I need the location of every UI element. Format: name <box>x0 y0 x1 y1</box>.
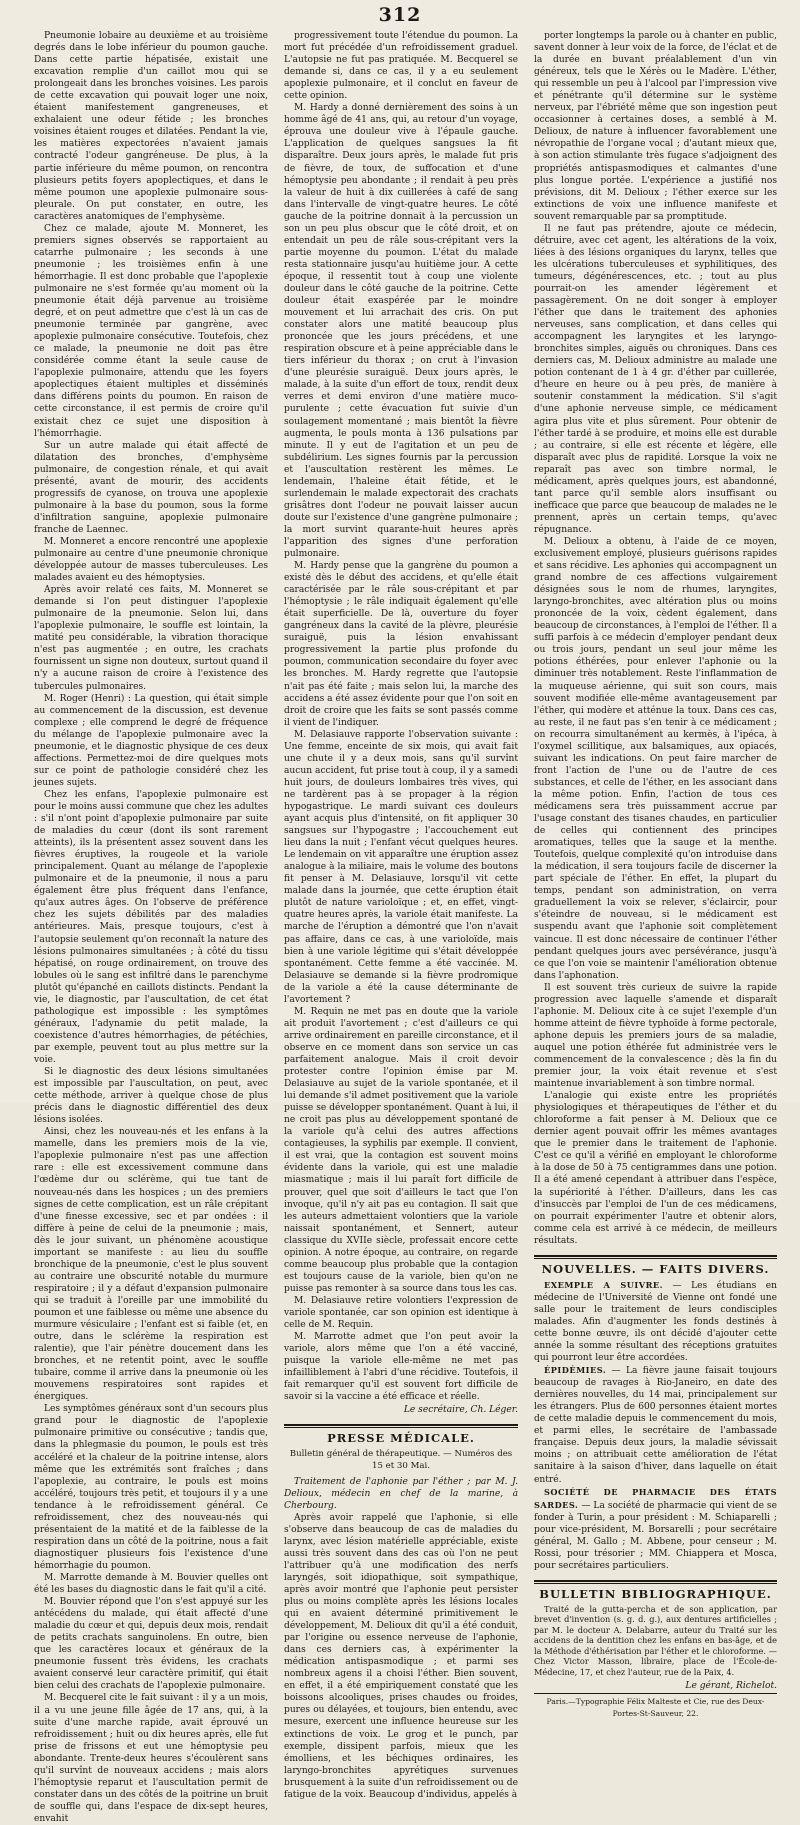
column-right <box>534 30 777 1718</box>
paragraph: M. Bouvier répond que l'on s'est appuyé sur les antécédens du malade, qui était affecté d'une maladie du cœur et qui, depuis deux mois, rendait de petits crachats sanguinolens. En outre, bien que les caractères locaux et généraux de la pneumonie fussent très évidens, les crachats avaient conservé leur caractère primitif, qui était bien celui des crachats de l'apoplexie pulmonaire. <box>34 1597 268 1692</box>
paragraph: M. Marrotte admet que l'on peut avoir la variole, alors même que l'on a été vacciné, puisque la variole elle-même ne met pas infailliblement à l'abri d'une récidive. Toutefois, il fait remarquer qu'il est souvent fort difficile de savoir si la vaccine a été efficace et réelle. <box>284 1332 518 1403</box>
paragraph: M. Delioux a obtenu, à l'aide de ce moyen, exclusivement employé, plusieurs guérisons rapides et sans récidive. Les aphonies qui accompagnent un grand nombre de ces affections vulgairement désignées sous le nom de rhumes, laryngites, laryngo-bronchites, avec altération plus ou moins prononcée de la voix, cèdent également, dans beaucoup de circonstances, à l'emploi de l'éther. Il a suffi parfois à ce médecin d'employer pendant deux ou trois jours, pendant un seul jour même les potions éthérées, pour enlever l'aphonie ou la diminuer très notablement. Reste l'inflammation de la muqueuse aérienne, qui suit son cours, mais souvent modifiée elle-même avantageusement par l'éther, qui modère et atténue la toux. Dans ces cas, au reste, il ne faut pas s'en tenir à ce médicament ; on recourra simultanément au kermès, à l'ipéca, à l'oxymel scillitique, aux balsamiques, aux opiacés, suivant les indications. On peut faire marcher de front l'action de l'une ou de l'autre de ces substances, et celle de l'éther, en les associant dans la même potion. Enfin, l'action de tous ces médicamens sera très puissamment accrue par l'usage constant des tisanes chaudes, en particulier de celles qui contiennent des principes aromatiques, telles que la sauge et la menthe. Toutefois, quelque complexité qu'on introduise dans la médication, il sera toujours facile de discerner la part spéciale de l'éther. En effet, la plupart du temps, pendant son administration, on verra graduellement la voix se relever, s'éclaircir, pour s'éteindre de nouveau, si le médicament est suspendu avant que l'aphonie soit complètement vaincue. Il est donc nécessaire de continuer l'éther pendant quelques jours avec persévérance, jusqu'à ce que l'on voie se maintenir l'amélioration obtenue dans l'aphonation. <box>534 536 777 981</box>
news-item-heading: ÉPIDÉMIES. <box>544 1365 607 1376</box>
paragraph: M. Hardy a donné dernièrement des soins à un homme âgé de 41 ans, qui, au retour d'un voyage, éprouva une douleur vive à l'épaule gauche. L'application de quelques sangsues la fit disparaître. Deux jours après, le malade fut pris de fièvre, de toux, de suffocation et d'une hémoptysie peu abondante ; il rendait à peu près la valeur de huit à dix cuillerées à café de sang dans l'intervalle de vingt-quatre heures. Le côté gauche de la poitrine donnait à la percussion un son un peu plus obscur que le côté droit, et on entendait un peu de râle sous-crépitant vers la partie moyenne du poumon. L'état du malade resta stationnaire jusqu'au huitième jour. A cette époque, il ressentit tout à coup une violente douleur dans le côté gauche de la poitrine. Cette douleur était exaspérée par le moindre mouvement et lui arrachait des cris. On put constater alors une matité beaucoup plus prononcée que les jours précédens, et une respiration obscure et à peine appréciable dans le tiers inférieur du thorax ; on crut à l'invasion d'une pleurésie suraiguë. Deux jours après, le malade, à la suite d'un effort de toux, rendit deux verres et demi environ d'une matière muco-purulente ; cette évacuation fut suivie d'un soulagement momentané ; mais bientôt la fièvre augmenta, le pouls monta à 136 pulsations par minute. Il y eut de l'agitation et un peu de subdélirium. Les signes fournis par la percussion et l'auscultation restèrent les mêmes. Le lendemain, l'haleine était fétide, et le surlendemain le malade expectorait des crachats grisâtres dont l'odeur ne pouvait laisser aucun doute sur l'existence d'une gangrène pulmonaire ; la mort survint quarante-huit heures après l'apparition des signes d'une perforation pulmonaire. <box>284 103 518 560</box>
column-middle <box>284 30 518 1800</box>
bulletin-title: BULLETIN BIBLIOGRAPHIQUE. <box>539 1586 772 1601</box>
paragraph: Il est souvent très curieux de suivre la rapide progression avec laquelle s'amende et disparaît l'aphonie. M. Delioux cite à ce sujet l'exemple d'un homme atteint de fièvre typhoïde à forme pectorale, aphone depuis les premiers jours de sa maladie, auquel une potion éthérée fut administrée vers le commencement de la convalescence ; dès la fin du premier jour, la voix était revenue et s'est maintenue invariablement à son timbre normal. <box>534 982 777 1090</box>
news-item-text: — La fièvre jaune faisait toujours beaucoup de ravages à Rio-Janeiro, en date des dernières nouvelles, du 14 mai, principalement sur les étrangers. Plus de 600 personnes étaient mortes de cette maladie depuis le commencement du mois, et parmi elles, le secrétaire de l'ambassade française. Depuis deux jours, la maladie sévissait moins ; on attribuait cette amélioration de l'état sanitaire à la saison d'hiver, dans laquelle on était entré. <box>534 1366 777 1485</box>
paragraph: M. Delasiauve rapporte l'observation suivante : Une femme, enceinte de six mois, qui avait fait une chute il y a deux mois, sans qu'il survînt aucun accident, fut prise tout à coup, il y a samedi huit jours, de douleurs lombaires très vives, qui ne tardèrent pas à se propager à la région hypogastrique. Le mardi suivant ces douleurs ayant acquis plus d'intensité, on fit appliquer 30 sangsues sur l'hypogastre ; l'accouchement eut lieu dans la nuit ; l'enfant vécut quelques heures. Le lendemain on vit apparaître une éruption assez analogue à la miliaire, mais le volume des boutons fit penser à M. Delasiauve, lorsqu'il vit cette malade dans la journée, que cette éruption était plutôt de nature varioloïque ; et, en effet, vingt-quatre heures après, la variole était manifeste. La marche de l'éruption a démontré que l'on n'avait pas affaire, dans ce cas, à une varioloïde, mais bien à une variole légitime qui s'était développée spontanément. Cette femme a été vaccinée. M. Delasiauve se demande si la fièvre prodromique de la variole a été la cause déterminante de l'avortement ? <box>284 729 518 1005</box>
paragraph: Chez les enfans, l'apoplexie pulmonaire est pour le moins aussi commune que chez les adultes : s'il n'ont point d'apoplexie pulmonaire par suite de maladies du cœur (dont ils sont rarement atteints), ils la présentent assez souvent dans les fièvres éruptives, la rougeole et la variole principalement. Quant au mélange de l'apoplexie pulmonaire et de la pneumonie, il nous a paru également être plus fréquent dans l'enfance, qu'aux autres âges. On l'observe de préférence chez les sujets débilités par des maladies antérieures. Mais, presque toujours, c'est à l'autopsie seulement qu'on reconnaît la nature des lésions pulmonaires simultanées ; à côté du tissu hépatisé, on rouge ordinairement, on trouve des lobules où le sang est infiltré dans le parenchyme plutôt qu'épanché en caillots distincts. Pendant la vie, le diagnostic, par l'auscultation, de cet état pathologique est impossible : les symptômes généraux, l'adynamie du petit malade, la coexistence d'autres hémorrhagies, de pétéchies, par exemple, peuvent tout au plus mettre sur la voie. <box>34 789 268 1065</box>
paragraph: M. Marrotte demande à M. Bouvier quelles ont été les bases du diagnostic dans le fait qu'il a cité. <box>34 1573 268 1596</box>
section-rule <box>534 1255 777 1259</box>
presse-subtitle: Bulletin général de thérapeutique. — Numéros des 15 et 30 Mai. <box>289 1449 513 1472</box>
paragraph: M. Becquerel cite le fait suivant : il y a un mois, il a vu une jeune fille âgée de 17 ans, qui, à la suite d'une marche rapide, avait éprouvé un refroidissement ; huit ou dix heures après, elle fut prise de frissons et eut une hémoptysie peu abondante. Trente-deux heures s'écoulèrent sans qu'il survînt de nouveaux accidens ; mais alors l'hémoptysie reparut et l'auscultation permit de constater dans un des côtés de la poitrine un bruit de souffle qui, dans l'espace de dix-sept heures, envahit <box>34 1693 268 1824</box>
paragraph: Il ne faut pas prétendre, ajoute ce médecin, détruire, avec cet agent, les altérations de la voix, liées à des lésions organiques du larynx, telles que les ulcérations tuberculeuses et syphilitiques, des tumeurs, dégénérescences, etc. ; tout au plus pourrait-on les amender légèrement et passagèrement. On ne doit songer à employer l'éther que dans le traitement des aphonies nerveuses, sans complication, et dans celles qui accompagnent les laryngites et les laryngo-bronchites simples, aiguës ou chroniques. Dans ces derniers cas, M. Delioux administre au malade une potion contenant de 1 à 4 gr. d'éther par cuillerée, d'heure en heure ou à peu près, de manière à soutenir constamment la médication. S'il s'agit d'une aphonie nerveuse simple, ce médicament agira plus vite et plus sûrement. Pour obtenir de l'éther tardé à se produire, et moins elle est durable ; au contraire, si elle est récente et légère, elle disparaît avec plus de rapidité. Lorsque la voix ne reparaît pas avec son timbre normal, le médicament, après quelques jours, est abandonné, tant parce qu'il semble alors insuffisant ou inefficace que parce que beaucoup de malades ne le prennent, après un certain temps, qu'avec répugnance. <box>534 223 777 535</box>
paragraph: Sur un autre malade qui était affecté de dilatation des bronches, d'emphysème pulmonaire, de congestion rénale, et qui avait présenté, avant de mourir, des accidents progressifs de cyanose, on trouva une apoplexie pulmonaire à la base du poumon, sous la forme d'infiltration sanguine, apoplexie pulmonaire franche de Laennec. <box>34 440 268 535</box>
news-item <box>534 1486 777 1572</box>
paragraph: M. Roger (Henri) : La question, qui était simple au commencement de la discussion, est devenue complexe ; elle comprend le degré de fréquence du mélange de l'apoplexie pulmonaire avec la pneumonie, et le diagnostic physique de ces deux affections. Permettez-moi de dire quelques mots sur ce point de pathologie considéré chez les jeunes sujets. <box>34 693 268 788</box>
paragraph: Après avoir relaté ces faits, M. Monneret se demande si l'on peut distinguer l'apoplexie pulmonaire de la pneumonie. Selon lui, dans l'apoplexie pulmonaire, le souffle est lointain, la matité peu considérable, la vibration thoracique n'est pas augmentée ; en outre, les crachats fournissent un signe non douteux, surtout quand il n'y a aucune raison de croire à l'existence des tubercules pulmonaires. <box>34 585 268 692</box>
paragraph: Les symptômes généraux sont d'un secours plus grand pour le diagnostic de l'apoplexie pulmonaire primitive ou consécutive ; tandis que, dans la phlegmasie du poumon, le pouls est très accéléré et la chaleur de la poitrine intense, alors même que les extrémités sont fraîches ; dans l'apoplexie, au contraire, le pouls est moins accéléré, toujours très petit, et toujours il y a une tendance à le refroidissement général. Ce refroidissement, chez des nouveau-nés qui présentaient de la matité et de la faiblesse de la respiration dans un côté de la poitrine, nous a fait diagnostiquer plusieurs fois l'existence d'une hémorrhagie du poumon. <box>34 1404 268 1571</box>
news-item-text: — La société de pharmacie qui vient de se fonder à Turin, a pour président : M. Schiaparelli ; pour vice-président, M. Borsarelli ; pour secrétaire général, M. Gallo ; M. Abbene, pour censeur ; M. Rossi, pour trésorier ; MM. Chiappera et Mosca, pour secrétaires particuliers. <box>534 1500 777 1571</box>
paragraph: M. Delasiauve retire volontiers l'expression de variole spontanée, car son opinion est identique à celle de M. Requin. <box>284 1295 518 1331</box>
page-number: 312 <box>378 4 422 26</box>
section-rule <box>534 1580 777 1584</box>
presse-medicale-title: PRESSE MÉDICALE. <box>327 1431 475 1446</box>
news-item-heading: EXEMPLE A SUIVRE. <box>544 1279 663 1290</box>
paragraph: M. Monneret a encore rencontré une apoplexie pulmonaire au centre d'une pneumonie chronique développée autour de masses tuberculeuses. Les malades avaient eu des hémoptysies. <box>34 536 268 584</box>
paragraph: Pneumonie lobaire au deuxième et au troisième degrés dans le lobe inférieur du poumon gauche. Dans cette partie hépatisée, existait une excavation remplie d'un caillot mou qui se prolongeait dans les bronches voisines. Les parois de cette excavation qui pouvait loger une noix, étaient manifestement gangreneuses, et exhalaient une odeur fétide ; les bronches voisines étaient rouges et dilatées. Pendant la vie, les matières expectorées n'avaient jamais contracté l'odeur gangréneuse. De plus, à la partie inférieure du même poumon, on rencontra plusieurs petits foyers apoplectiques, et dans le même poumon une apoplexie pulmonaire sous-pleurale. On put constater, en outre, les caractères anatomiques de l'emphysème. <box>34 31 268 222</box>
news-item <box>534 1364 777 1485</box>
paragraph: M. Requin ne met pas en doute que la variole ait produit l'avortement ; c'est d'ailleurs ce qui arrive ordinairement en pareille circonstance, et il observe en ce moment dans son service un cas parfaitement analogue. Mais il croit devoir protester contre l'opinion émise par M. Delasiauve au sujet de la variole spontanée, et il lui demande s'il admet positivement que la variole puisse se développer spontanément. Quant à lui, il ne croit pas plus au développement spontané de la variole qu'à celui des autres affections contagieuses, la syphilis par exemple. Il convient, il est vrai, que la contagion est souvent moins évidente dans la variole, qui est une maladie miasmatique ; mais il lui paraît fort difficile de prouver, quel que soit d'ailleurs le tact que l'on invoque, qu'il n'y ait pas eu contagion. Il sait que les auteurs admettaient volontiers que la variole naissait spontanément, et Sennert, auteur classique du XVIIe siècle, professait encore cette opinion. A notre époque, au contraire, on regarde comme beaucoup plus probable que la contagion est toujours cause de la variole, bien qu'on ne puisse pas remonter à sa source dans tous les cas. <box>284 1006 518 1294</box>
paragraph: progressivement toute l'étendue du poumon. La mort fut précédée d'un refroidissement graduel. L'autopsie ne fut pas pratiquée. M. Becquerel se demande si, dans ce cas, il y a eu seulement apoplexie pulmonaire, et il conclut en faveur de cette opinion. <box>284 31 518 102</box>
paragraph: Ainsi, chez les nouveau-nés et les enfans à la mamelle, dans les premiers mois de la vie, l'apoplexie pulmonaire n'est pas une affection rare : elle est excessivement commune dans l'œdème dur ou sclérème, qui tue tant de nouveau-nés dans les hospices ; un des premiers signes de cette complication, est un râle crépitant d'une finesse excessive, sec et par ondées : il diffère à peine de celui de la pneumonie ; mais, dès le jour suivant, un phénomène acoustique important se manifeste : au lieu du souffle bronchique de la pneumonie, c'est le plus souvent au contraire une obscurité notable du murmure respiratoire ; il y a défaut d'expansion pulmonaire qui se traduit à l'oreille par une immobilité du poumon et une faiblesse ou même une absence du murmure vésiculaire ; l'enfant est si faible (et, en outre, dans le sclérème la respiration est ralentie), que l'air pénètre doucement dans les bronches, et ne retentit point, avec le souffle tubaire, comme il arrive dans la pneumonie où les mouvemens respiratoires sont rapides et énergiques. <box>34 1127 268 1403</box>
news-item-text: — Les étudians en médecine de l'Université de Vienne ont fondé une salle pour le traitement de leurs condisciples malades. Afin d'augmenter les fonds destinés à cette bonne œuvre, ils ont décidé d'ajouter cette année la somme résultant des réceptions gratuites qui pourront leur être accordées. <box>534 1280 777 1364</box>
printer-imprint: Paris.—Typographie Félix Malteste et Cie, rue des Deux-Portes-St-Sauveur, 22. <box>534 1693 777 1720</box>
gerant-signature: Le gérant, Richelot. <box>685 1681 777 1692</box>
bibliography-entry: Traité de la gutta-percha et de son application, par brevet d'invention (s. g. d. g.), aux dentures artificielles ; par M. le docteur A. Delabarre, auteur du Traité sur les accidens de la dentition chez les enfans en bas-âge, et de la Méthode d'éthérisation par l'éther et le chloroforme. — Chez Victor Masson, libraire, place de l'École-de-Médecine, 17, et chez l'auteur, rue de la Paix, 4. <box>534 1603 777 1677</box>
news-item <box>534 1279 777 1364</box>
paragraph: Après avoir rappelé que l'aphonie, si elle s'observe dans beaucoup de cas de maladies du larynx, avec lésion matérielle appréciable, existe aussi très souvent dans des cas où l'on ne peut l'attribuer qu'à une modification des nerfs laryngés, soit idiopathique, soit sympathique, après avoir montré que l'aphonie peut persister plus ou moins complète après les lésions locales qui en avaient déterminé primitivement le développement, M. Delioux dit qu'il a été conduit, par l'origine ou essence nerveuse de l'aphonie, dans ces derniers cas, à expérimenter la médication antispasmodique ; et parmi ses nombreux agens il a choisi l'éther. Bien souvent, en effet, il a été empiriquement constaté que les boissons alcooliques, prises chaudes ou froides, pures ou délayées, et toujours, bien entendu, avec mesure, exercent une influence heureuse sur les extinctions de voix. Le grog et le punch, par exemple, dissipent parfois, mieux que les émolliens, et les béchiques ordinaires, les laryngo-bronchites apyrétiques survenues brusquement à la suite d'un refroidissement ou de fatigue de la voix. Beaucoup d'individus, appelés à <box>284 1512 518 1800</box>
section-rule <box>284 1424 518 1428</box>
paragraph: L'analogie qui existe entre les propriétés physiologiques et thérapeutiques de l'éther et du chloroforme a fait penser à M. Delioux que ce dernier agent pouvait offrir les mêmes avantages que le premier dans le traitement de l'aphonie. C'est ce qu'il a vérifié en employant le chloroforme à la dose de 50 à 75 centigrammes dans une potion. Il a été amené cependant à attribuer dans l'espèce, la supériorité à l'éther. D'ailleurs, dans les cas d'insuccès par l'emploi de l'un de ces médicamens, on pourrait expérimenter l'autre et obtenir alors, comme cela est arrivé à ce médecin, de meilleurs résultats. <box>534 1091 777 1246</box>
paragraph: M. Hardy pense que la gangrène du poumon a existé dès le début des accidens, et qu'elle était caractérisée par le râle sous-crépitant et par l'hémoptysie ; le râle indiquait également qu'elle était superficielle. De là, ouverture du foyer gangréneux dans la cavité de la plèvre, pleurésie suraiguë, puis la lésion envahissant progressivement la partie plus profonde du poumon, communication secondaire du foyer avec les bronches. M. Hardy regrette que l'autopsie n'ait pas été faite ; mais selon lui, la marche des accidens a été assez évidente pour que l'on soit en droit de croire que les faits se sont passés comme il vient de l'indiquer. <box>284 561 518 728</box>
news-item-heading: SOCIÉTÉ DE PHARMACIE DES ÉTATS SARDES. <box>534 1486 777 1510</box>
paragraph: Chez ce malade, ajoute M. Monneret, les premiers signes observés se rapportaient au catarrhe pulmonaire ; les seconds à une pneumonie ; les troisièmes enfin à une hémorrhagie. Il est donc probable que l'apoplexie pulmonaire ne s'est formée qu'au moment où la pneumonie était déjà parvenue au troisième degré, et on peut admettre que c'est là un cas de pneumonie terminée par gangrène, avec apoplexie pulmonaire consécutive. Toutefois, chez ce malade, la pneumonie ne doit pas être considérée comme étant la seule cause de l'apoplexie pulmonaire, attendu que les foyers apoplectiques étaient multiples et disséminés dans différens points du poumon. En raison de cette circonstance, il est permis de croire qu'il existait chez ce sujet une disposition à l'hémorrhagie. <box>34 223 268 439</box>
column-left <box>34 30 268 1824</box>
presse-lead: Traitement de l'aphonie par l'éther ; par M. J. Delioux, médecin en chef de la marine, à Cherbourg. <box>284 1476 518 1511</box>
paragraph: Si le diagnostic des deux lésions simultanées est impossible par l'auscultation, on peut, avec cette méthode, arriver à quelque chose de plus précis dans le diagnostic différentiel des deux lésions isolées. <box>34 1067 268 1126</box>
secretary-signature: Le secrétaire, Ch. Léger. <box>403 1405 518 1416</box>
paragraph: porter longtemps la parole ou à chanter en public, savent donner à leur voix de la force, de l'éclat et de la durée en buvant préalablement d'un vin généreux, tels que le Xérès ou le Madère. L'éther, qui ressemble un peu à l'alcool par l'impression vive et pénétrante qu'il détermine sur le système nerveux, par l'ébriété même que son ingestion peut occasionner à certaines doses, a semblé à M. Delioux, de nature à influencer favorablement une névropathie de l'organe vocal ; d'autant mieux que, à son action stimulante très fugace s'adjoignent des propriétés antispasmodiques et calmantes d'une plus longue portée. L'expérience a justifié nos prévisions, dit M. Delioux ; l'éther exerce sur les extinctions de voix une influence manifeste et souvent remarquable par sa promptitude. <box>534 31 777 222</box>
nouvelles-title: NOUVELLES. — FAITS DIVERS. <box>541 1261 770 1276</box>
